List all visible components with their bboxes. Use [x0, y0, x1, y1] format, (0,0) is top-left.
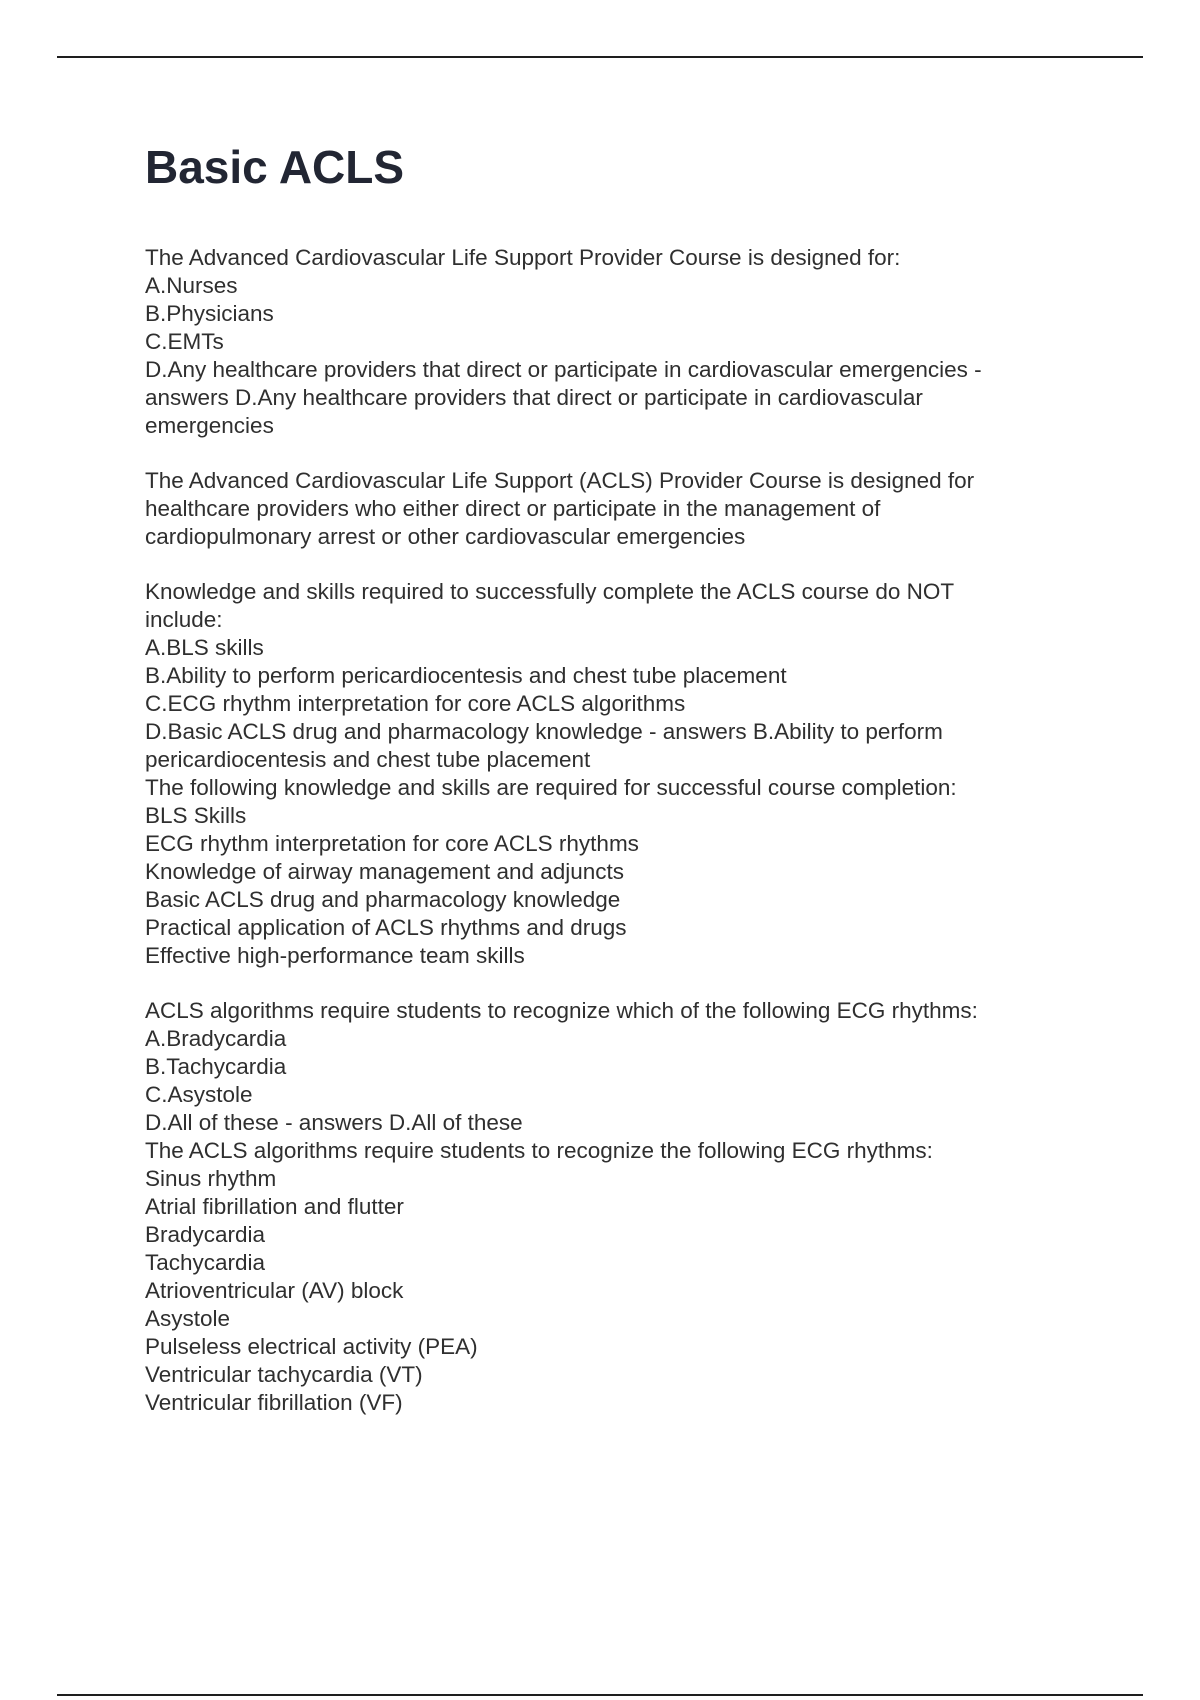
- text-line: D.Any healthcare providers that direct or participate in cardiovascular emergencies -: [145, 357, 982, 382]
- text-line: A.Bradycardia: [145, 1026, 287, 1051]
- text-line: Practical application of ACLS rhythms and drugs: [145, 915, 627, 940]
- text-line: include:: [145, 607, 223, 632]
- text-line: Effective high-performance team skills: [145, 943, 525, 968]
- text-line: ACLS algorithms require students to recognize which of the following ECG rhythms:: [145, 998, 978, 1023]
- text-line: cardiopulmonary arrest or other cardiovascular emergencies: [145, 524, 746, 549]
- text-line: Bradycardia: [145, 1222, 266, 1247]
- qa-paragraph: [145, 467, 1065, 551]
- text-line: The Advanced Cardiovascular Life Support Provider Course is designed for:: [145, 245, 901, 270]
- text-line: emergencies: [145, 413, 274, 438]
- top-divider: [57, 56, 1143, 58]
- text-line: D.All of these - answers D.All of these: [145, 1110, 523, 1135]
- text-line: B.Ability to perform pericardiocentesis and chest tube placement: [145, 663, 787, 688]
- text-line: Pulseless electrical activity (PEA): [145, 1334, 478, 1359]
- text-line: Atrioventricular (AV) block: [145, 1278, 404, 1303]
- text-line: Knowledge and skills required to successfully complete the ACLS course do NOT: [145, 579, 955, 604]
- text-line: BLS Skills: [145, 803, 247, 828]
- text-line: pericardiocentesis and chest tube placement: [145, 747, 591, 772]
- text-line: D.Basic ACLS drug and pharmacology knowledge - answers B.Ability to perform: [145, 719, 943, 744]
- text-line: A.BLS skills: [145, 635, 264, 660]
- text-line: answers D.Any healthcare providers that direct or participate in cardiovascular: [145, 385, 923, 410]
- document-body: [145, 244, 1065, 1417]
- document-page: [145, 140, 1065, 1417]
- text-line: B.Tachycardia: [145, 1054, 287, 1079]
- page-title: Basic ACLS: [145, 141, 405, 193]
- qa-paragraph: [145, 244, 1065, 440]
- text-line: Ventricular tachycardia (VT): [145, 1362, 423, 1387]
- text-line: healthcare providers who either direct or participate in the management of: [145, 496, 881, 521]
- paragraph-gap: [145, 551, 1065, 578]
- text-line: Basic ACLS drug and pharmacology knowledge: [145, 887, 621, 912]
- text-line: C.Asystole: [145, 1082, 253, 1107]
- text-line: ECG rhythm interpretation for core ACLS rhythms: [145, 831, 639, 856]
- text-line: C.EMTs: [145, 329, 224, 354]
- bottom-divider: [57, 1694, 1143, 1696]
- text-line: The following knowledge and skills are required for successful course completion:: [145, 775, 957, 800]
- text-line: B.Physicians: [145, 301, 274, 326]
- text-line: C.ECG rhythm interpretation for core ACLS algorithms: [145, 691, 686, 716]
- qa-paragraph: [145, 578, 1065, 970]
- qa-paragraph: [145, 997, 1065, 1417]
- text-line: The Advanced Cardiovascular Life Support (ACLS) Provider Course is designed for: [145, 468, 975, 493]
- paragraph-gap: [145, 970, 1065, 997]
- text-line: Tachycardia: [145, 1250, 266, 1275]
- text-line: The ACLS algorithms require students to recognize the following ECG rhythms:: [145, 1138, 933, 1163]
- text-line: Knowledge of airway management and adjuncts: [145, 859, 625, 884]
- text-line: Ventricular fibrillation (VF): [145, 1390, 403, 1415]
- text-line: Sinus rhythm: [145, 1166, 277, 1191]
- paragraph-gap: [145, 440, 1065, 467]
- text-line: Atrial fibrillation and flutter: [145, 1194, 404, 1219]
- text-line: Asystole: [145, 1306, 231, 1331]
- text-line: A.Nurses: [145, 273, 238, 298]
